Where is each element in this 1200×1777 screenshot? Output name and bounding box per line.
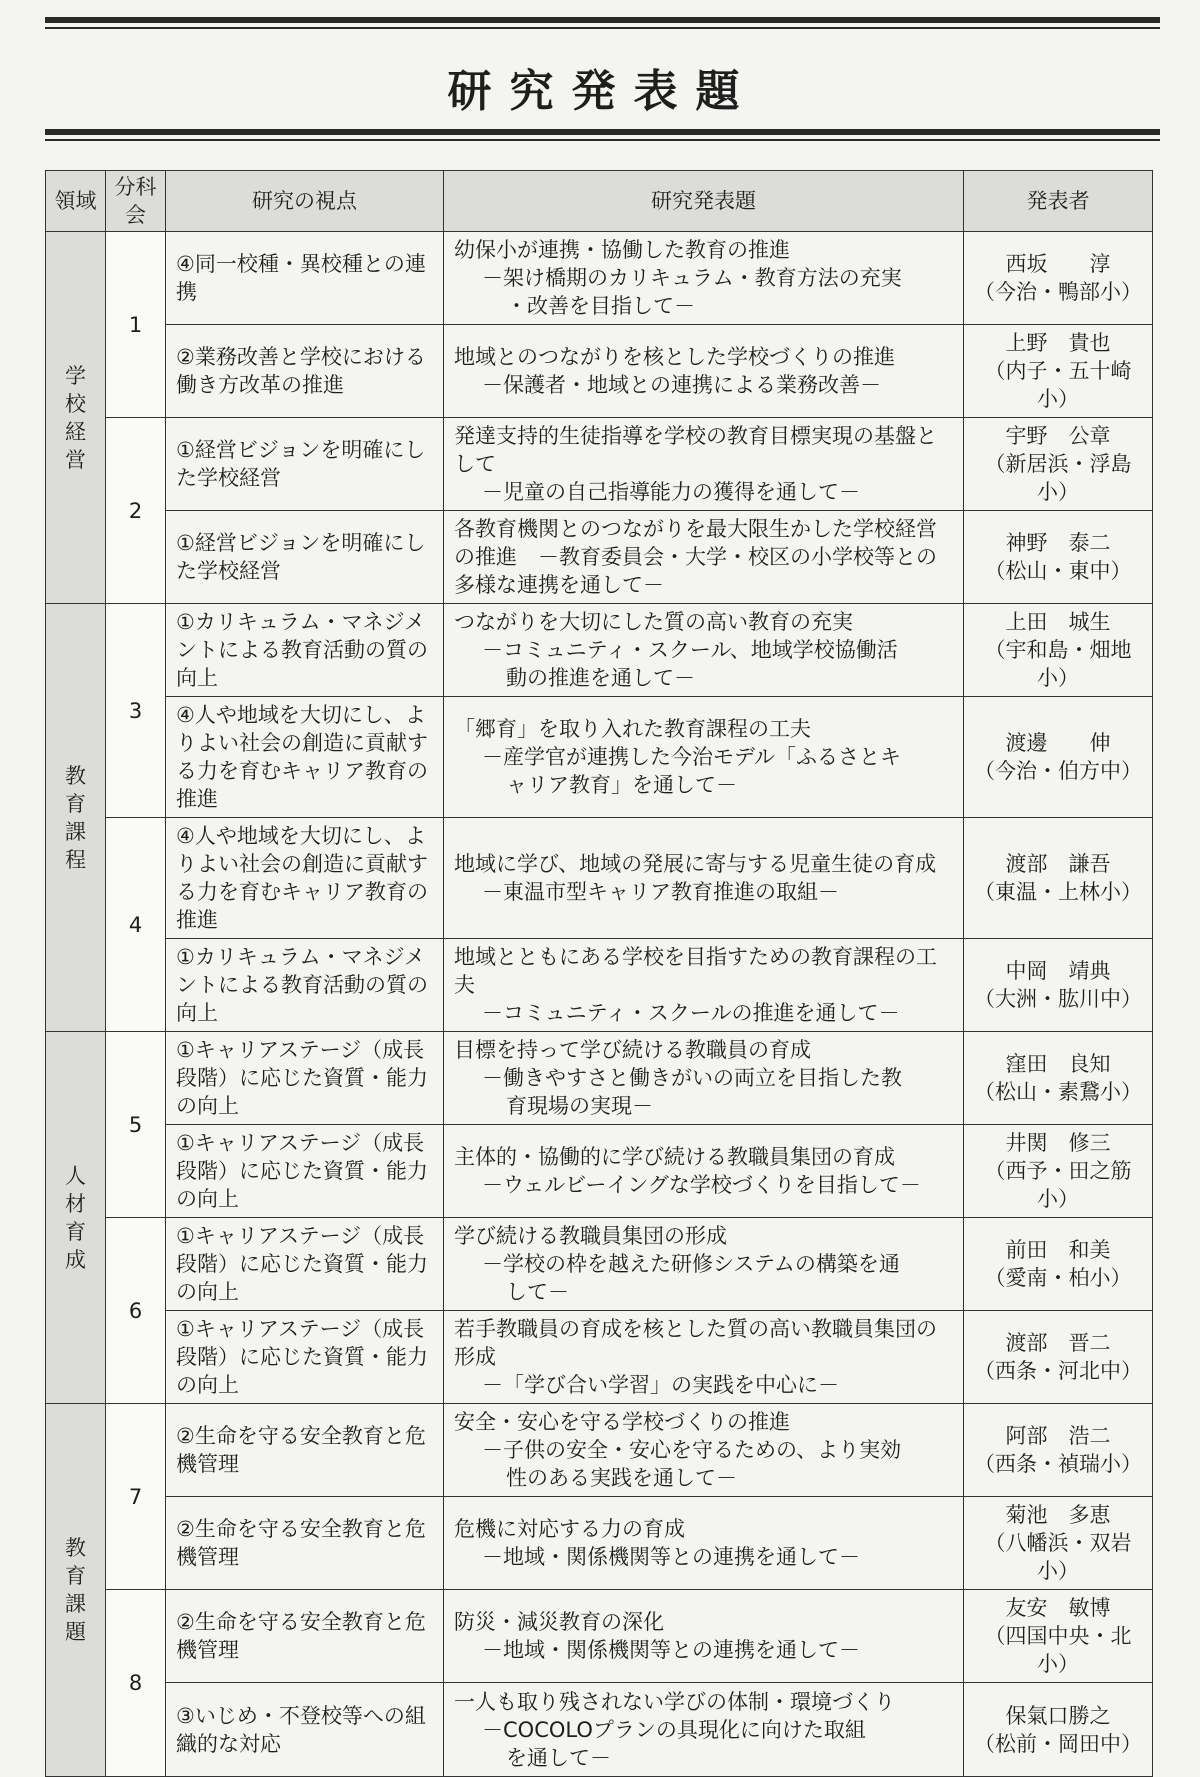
title-subtitle: －ウェルビーイングな学校づくりを目指して－ xyxy=(482,1173,921,1197)
viewpoint-cell: ①経営ビジョンを明確にした学校経営 xyxy=(166,418,444,511)
title-cell xyxy=(444,818,964,939)
domain-cell xyxy=(46,1032,106,1404)
domain-cell xyxy=(46,232,106,604)
title-cell xyxy=(444,511,964,604)
presenter-cell xyxy=(964,511,1153,604)
viewpoint-cell: ①カリキュラム・マネジメントによる教育活動の質の向上 xyxy=(166,939,444,1032)
table-row xyxy=(46,325,1153,418)
presenter-cell xyxy=(964,418,1153,511)
title-cell xyxy=(444,1590,964,1683)
presenter-name: 窪田 良知 xyxy=(1005,1052,1111,1076)
viewpoint-cell: ①経営ビジョンを明確にした学校経営 xyxy=(166,511,444,604)
bunkakai-cell: 7 xyxy=(106,1404,166,1590)
presenter-cell xyxy=(964,1311,1153,1404)
title-subtitle-cont: 動の推進を通して－ xyxy=(506,666,695,690)
presentation-table xyxy=(45,170,1153,1777)
presenter-school: （西条・河北中） xyxy=(974,1359,1142,1383)
presenter-name: 神野 泰二 xyxy=(1005,531,1111,555)
presenter-cell xyxy=(964,697,1153,818)
table-row xyxy=(46,1125,1153,1218)
title-subtitle: －学校の枠を越えた研修システムの構築を通 xyxy=(482,1252,900,1276)
bunkakai-cell: 6 xyxy=(106,1218,166,1404)
title-main: 「郷育」を取り入れた教育課程の工夫 xyxy=(454,717,811,741)
viewpoint-cell: ②生命を守る安全教育と危機管理 xyxy=(166,1497,444,1590)
header-presenter: 発表者 xyxy=(964,171,1153,232)
title-subtitle: －産学官が連携した今治モデル「ふるさとキ xyxy=(482,745,901,769)
presenter-school: （今治・伯方中） xyxy=(974,759,1142,783)
title-subtitle-cont: 性のある実践を通して－ xyxy=(506,1466,737,1490)
table-row xyxy=(46,1311,1153,1404)
table-row xyxy=(46,1497,1153,1590)
title-main: 地域とのつながりを核とした学校づくりの推進 xyxy=(454,345,895,369)
domain-label: 学校経営 xyxy=(65,363,86,472)
title-cell xyxy=(444,1218,964,1311)
bunkakai-cell: 8 xyxy=(106,1590,166,1777)
title-cell xyxy=(444,1404,964,1497)
title-rule-thin xyxy=(45,139,1160,141)
header-bunkakai: 分科会 xyxy=(106,171,166,232)
title-cell xyxy=(444,418,964,511)
title-subtitle-cont: を通して－ xyxy=(506,1745,611,1770)
bunkakai-cell: 5 xyxy=(106,1032,166,1218)
title-subtitle-cont: ・改善を目指して－ xyxy=(506,294,695,318)
presenter-cell xyxy=(964,818,1153,939)
title-cell xyxy=(444,1683,964,1777)
title-subtitle: －架け橋期のカリキュラム・教育方法の充実 xyxy=(482,266,902,290)
domain-cell xyxy=(46,604,106,1032)
presenter-name: 菊池 多恵 xyxy=(1005,1503,1111,1527)
presenter-name: 前田 和美 xyxy=(1005,1238,1111,1262)
presenter-name: 渡邊 伸 xyxy=(1005,731,1111,755)
title-main: 学び続ける教職員集団の形成 xyxy=(454,1224,727,1248)
title-main: 防災・減災教育の深化 xyxy=(454,1610,664,1634)
viewpoint-cell: ④同一校種・異校種との連携 xyxy=(166,232,444,325)
title-main: 幼保小が連携・協働した教育の推進 xyxy=(454,238,790,262)
title-subtitle: －「学び合い学習」の実践を中心に－ xyxy=(482,1373,839,1397)
title-cell xyxy=(444,939,964,1032)
presenter-cell xyxy=(964,1404,1153,1497)
presenter-name: 渡部 謙吾 xyxy=(1005,852,1111,876)
title-subtitle: －コミュニティ・スクールの推進を通して－ xyxy=(482,1001,900,1025)
bunkakai-cell: 2 xyxy=(106,418,166,604)
title-subtitle: －地域・関係機関等との連携を通して－ xyxy=(482,1545,860,1569)
title-main: 地域に学び、地域の発展に寄与する児童生徒の育成 xyxy=(454,852,937,876)
presenter-cell xyxy=(964,1683,1153,1777)
header-viewpoint: 研究の視点 xyxy=(166,171,444,232)
title-subtitle-cont: して－ xyxy=(506,1280,569,1304)
top-rule-thin xyxy=(45,27,1160,29)
presenter-name: 上野 貴也 xyxy=(1005,331,1111,355)
title-subtitle-cont: ャリア教育」を通して－ xyxy=(506,773,737,797)
title-main: 各教育機関とのつながりを最大限生かした学校経営の推進 －教育委員会・大学・校区の小学校等との多様な連携を通して－ xyxy=(454,517,937,597)
title-cell xyxy=(444,604,964,697)
viewpoint-cell: ①キャリアステージ（成長段階）に応じた資質・能力の向上 xyxy=(166,1218,444,1311)
presenter-school: （愛南・柏小） xyxy=(984,1266,1132,1290)
table-row xyxy=(46,697,1153,818)
presenter-school: （東温・上林小） xyxy=(974,880,1142,904)
viewpoint-cell: ①カリキュラム・マネジメントによる教育活動の質の向上 xyxy=(166,604,444,697)
presenter-name: 宇野 公章 xyxy=(1005,424,1111,448)
presenter-cell xyxy=(964,939,1153,1032)
title-cell xyxy=(444,325,964,418)
table-row xyxy=(46,604,1153,697)
presenter-school: （大洲・肱川中） xyxy=(974,987,1142,1011)
presenter-name: 保氣口勝之 xyxy=(1005,1703,1111,1728)
title-rule-thick xyxy=(45,129,1160,135)
presenter-school: （八幡浜・双岩小） xyxy=(984,1531,1132,1583)
presenter-school: （松前・岡田中） xyxy=(974,1731,1142,1756)
title-subtitle: －COCOLOプランの具現化に向けた取組 xyxy=(482,1717,866,1742)
title-cell xyxy=(444,1125,964,1218)
table-row xyxy=(46,1590,1153,1683)
viewpoint-cell: ③いじめ・不登校等への組織的な対応 xyxy=(166,1683,444,1777)
viewpoint-cell: ②生命を守る安全教育と危機管理 xyxy=(166,1590,444,1683)
title-cell xyxy=(444,1497,964,1590)
presenter-school: （四国中央・北小） xyxy=(984,1624,1132,1676)
presenter-cell xyxy=(964,232,1153,325)
title-subtitle: －子供の安全・安心を守るための、より実効 xyxy=(482,1438,902,1462)
viewpoint-cell: ①キャリアステージ（成長段階）に応じた資質・能力の向上 xyxy=(166,1125,444,1218)
table-row xyxy=(46,418,1153,511)
presenter-cell xyxy=(964,1590,1153,1683)
domain-label: 人材育成 xyxy=(65,1163,86,1272)
title-main: 危機に対応する力の育成 xyxy=(454,1517,685,1541)
viewpoint-cell: ②生命を守る安全教育と危機管理 xyxy=(166,1404,444,1497)
presenter-school: （西条・禎瑞小） xyxy=(974,1452,1142,1476)
table-row xyxy=(46,818,1153,939)
bunkakai-cell: 1 xyxy=(106,232,166,418)
title-main: 地域とともにある学校を目指すための教育課程の工夫 xyxy=(454,945,937,997)
presenter-school: （松山・素鵞小） xyxy=(974,1080,1142,1104)
viewpoint-cell: ④人や地域を大切にし、よりよい社会の創造に貢献する力を育むキャリア教育の推進 xyxy=(166,818,444,939)
table-header-row xyxy=(46,171,1153,232)
title-main: 主体的・協働的に学び続ける教職員集団の育成 xyxy=(454,1145,895,1169)
bunkakai-cell: 3 xyxy=(106,604,166,818)
bunkakai-cell: 4 xyxy=(106,818,166,1032)
presenter-name: 西坂 淳 xyxy=(1005,252,1111,276)
top-rule-thick xyxy=(45,17,1160,23)
table-row xyxy=(46,1404,1153,1497)
presenter-cell xyxy=(964,604,1153,697)
header-title: 研究発表題 xyxy=(444,171,964,232)
header-domain: 領域 xyxy=(46,171,106,232)
viewpoint-cell: ①キャリアステージ（成長段階）に応じた資質・能力の向上 xyxy=(166,1311,444,1404)
table-row xyxy=(46,232,1153,325)
presenter-school: （松山・東中） xyxy=(984,559,1132,583)
presenter-cell xyxy=(964,1497,1153,1590)
table-row xyxy=(46,1218,1153,1311)
title-main: 発達支持的生徒指導を学校の教育目標実現の基盤として xyxy=(454,424,937,476)
title-main: 若手教職員の育成を核とした質の高い教職員集団の形成 xyxy=(454,1317,937,1369)
table-row xyxy=(46,1032,1153,1125)
title-subtitle: －働きやすさと働きがいの両立を目指した教 xyxy=(482,1066,902,1090)
title-subtitle: －東温市型キャリア教育推進の取組－ xyxy=(482,880,839,904)
presenter-school: （西予・田之筋小） xyxy=(984,1159,1132,1211)
presenter-cell xyxy=(964,325,1153,418)
presenter-school: （新居浜・浮島小） xyxy=(984,452,1132,504)
table-row xyxy=(46,1683,1153,1777)
title-main: 安全・安心を守る学校づくりの推進 xyxy=(454,1410,790,1434)
title-main: 目標を持って学び続ける教職員の育成 xyxy=(454,1038,811,1062)
title-subtitle: －保護者・地域との連携による業務改善－ xyxy=(482,373,881,397)
title-cell xyxy=(444,1311,964,1404)
presenter-cell xyxy=(964,1125,1153,1218)
viewpoint-cell: ②業務改善と学校における働き方改革の推進 xyxy=(166,325,444,418)
presenter-school: （宇和島・畑地小） xyxy=(984,638,1132,690)
table-row xyxy=(46,511,1153,604)
title-subtitle: －コミュニティ・スクール、地域学校協働活 xyxy=(482,638,898,662)
presenter-school: （今治・鴨部小） xyxy=(974,280,1142,304)
domain-label: 教育課程 xyxy=(65,763,86,872)
title-cell xyxy=(444,232,964,325)
title-main: 一人も取り残されない学びの体制・環境づくり xyxy=(454,1689,895,1714)
viewpoint-cell: ④人や地域を大切にし、よりよい社会の創造に貢献する力を育むキャリア教育の推進 xyxy=(166,697,444,818)
title-subtitle: －児童の自己指導能力の獲得を通して－ xyxy=(482,480,860,504)
table-row xyxy=(46,939,1153,1032)
presenter-name: 井関 修三 xyxy=(1005,1131,1111,1155)
page-title: 研究発表題 xyxy=(447,66,758,117)
presenter-name: 友安 敏博 xyxy=(1005,1596,1111,1620)
title-subtitle-cont: 育現場の実現－ xyxy=(506,1094,653,1118)
presenter-cell xyxy=(964,1032,1153,1125)
presenter-name: 渡部 晋二 xyxy=(1005,1331,1111,1355)
title-cell xyxy=(444,1032,964,1125)
presenter-name: 阿部 浩二 xyxy=(1005,1424,1111,1448)
table-body xyxy=(46,232,1153,1777)
presenter-name: 中岡 靖典 xyxy=(1005,959,1111,983)
presenter-school: （内子・五十崎小） xyxy=(984,359,1132,411)
domain-label: 教育課題 xyxy=(65,1536,86,1644)
title-main: つながりを大切にした質の高い教育の充実 xyxy=(454,610,853,634)
title-subtitle: －地域・関係機関等との連携を通して－ xyxy=(482,1638,860,1662)
viewpoint-cell: ①キャリアステージ（成長段階）に応じた資質・能力の向上 xyxy=(166,1032,444,1125)
domain-cell xyxy=(46,1404,106,1777)
title-cell xyxy=(444,697,964,818)
presenter-cell xyxy=(964,1218,1153,1311)
presenter-name: 上田 城生 xyxy=(1005,610,1111,634)
